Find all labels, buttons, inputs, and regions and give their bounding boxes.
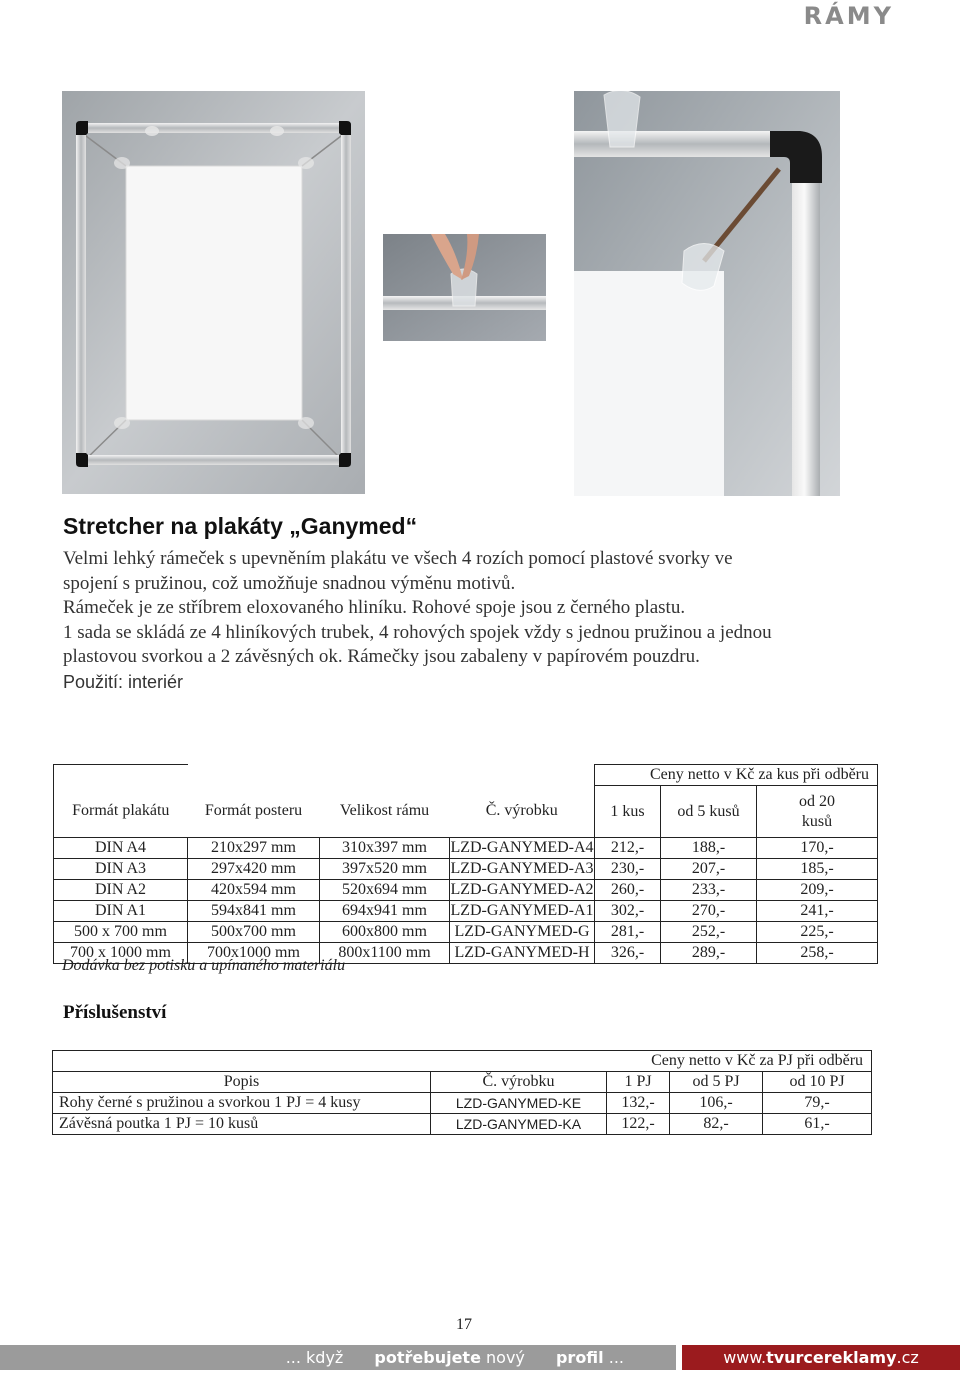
cell: DIN A4 — [54, 838, 188, 859]
cell: 241,- — [757, 901, 878, 922]
cell: 233,- — [661, 880, 757, 901]
cell: LZD-GANYMED-A1 — [450, 901, 595, 922]
cell: 500 x 700 mm — [54, 922, 188, 943]
cell: 209,- — [757, 880, 878, 901]
cell: 260,- — [595, 880, 661, 901]
section-title: RÁMY — [803, 2, 894, 30]
cell: 252,- — [661, 922, 757, 943]
slogan-part: potřebujete — [374, 1348, 481, 1367]
table-row — [54, 922, 878, 943]
cell: 700 x 1000 mm — [54, 943, 188, 964]
cell: LZD-GANYMED-A4 — [450, 838, 595, 859]
cell: LZD-GANYMED-A3 — [450, 859, 595, 880]
cell: 310x397 mm — [320, 838, 450, 859]
cell: 289,- — [661, 943, 757, 964]
product-description — [63, 547, 923, 694]
col-header: Formát plakátu — [54, 786, 188, 838]
page-number: 17 — [456, 1316, 472, 1333]
cell: 188,- — [661, 838, 757, 859]
price-group-header-row — [54, 765, 878, 786]
accessories-table — [52, 1050, 872, 1135]
cell: LZD-GANYMED-A2 — [450, 880, 595, 901]
col-header: 1 kus — [595, 786, 661, 838]
url-part: tvurcereklamy — [766, 1348, 897, 1367]
table-row — [53, 1114, 872, 1135]
product-title: Stretcher na plakáty „Ganymed“ — [63, 513, 418, 539]
cell: 281,- — [595, 922, 661, 943]
cell: LZD-GANYMED-G — [450, 922, 595, 943]
cell: 185,- — [757, 859, 878, 880]
col-header: Č. výrobku — [450, 786, 595, 838]
cell: 212,- — [595, 838, 661, 859]
cell: Rohy černé s pružinou a svorkou 1 PJ = 4 kusy — [53, 1093, 431, 1114]
cell: 79,- — [763, 1093, 872, 1114]
col-header: od 5 PJ — [670, 1072, 763, 1093]
cell: 170,- — [757, 838, 878, 859]
table-row — [54, 880, 878, 901]
cell: 230,- — [595, 859, 661, 880]
description-line: Velmi lehký rámeček s upevněním plakátu ve všech 4 rozích pomocí plastové svorky ve — [63, 548, 733, 569]
cell: 82,- — [670, 1114, 763, 1135]
delivery-note: Dodávka bez potisku a upínaného materiálu — [62, 957, 346, 974]
clip-photo-illustration — [383, 234, 546, 341]
col-header — [757, 786, 878, 838]
cell: 397x520 mm — [320, 859, 450, 880]
cell: 61,- — [763, 1114, 872, 1135]
cell: 594x841 mm — [188, 901, 320, 922]
slogan-part: nový — [480, 1348, 530, 1367]
corner-photo — [574, 91, 840, 496]
clip-photo — [383, 234, 546, 341]
col-header-line: kusů — [801, 812, 833, 830]
slogan-part: profil — [555, 1348, 604, 1367]
price-header-row — [54, 786, 878, 838]
cell: 700x1000 mm — [188, 943, 320, 964]
cell: 800x1100 mm — [320, 943, 450, 964]
cell: 210x297 mm — [188, 838, 320, 859]
cell: LZD-GANYMED-KE — [431, 1093, 607, 1114]
frame-photo-illustration — [62, 91, 365, 494]
url-part: www. — [723, 1348, 767, 1367]
usage-line: Použití: interiér — [63, 671, 184, 692]
description-line: 1 sada se skládá ze 4 hliníkových trubek, 4 rohových spojek vždy s jednou pružinou a jednou — [63, 621, 772, 643]
cell: 520x694 mm — [320, 880, 450, 901]
cell: 207,- — [661, 859, 757, 880]
col-header-line: od 20 — [799, 792, 835, 810]
col-header: Popis — [53, 1072, 431, 1093]
col-header: 1 PJ — [607, 1072, 670, 1093]
price-table — [53, 764, 878, 964]
cell: 132,- — [607, 1093, 670, 1114]
cell: 106,- — [670, 1093, 763, 1114]
cell: 694x941 mm — [320, 901, 450, 922]
cell: 420x594 mm — [188, 880, 320, 901]
slogan-part: ... když — [285, 1348, 349, 1367]
col-header: od 10 PJ — [763, 1072, 872, 1093]
accessories-title: Příslušenství — [63, 1002, 167, 1023]
col-header: Č. výrobku — [431, 1072, 607, 1093]
col-header: od 5 kusů — [661, 786, 757, 838]
cell: Závěsná poutka 1 PJ = 10 kusů — [53, 1114, 431, 1135]
cell: 258,- — [757, 943, 878, 964]
col-header: Formát posteru — [204, 802, 303, 820]
description-line: plastovou svorkou a 2 závěsných ok. Rámečky jsou zabaleny v papírovém pouzdru. — [63, 646, 700, 667]
cell: DIN A2 — [54, 880, 188, 901]
description-line: spojení s pružinou, což umožňuje snadnou výměnu motivů. — [63, 572, 516, 594]
col-header: Velikost rámu — [339, 802, 430, 820]
table-row — [53, 1093, 872, 1114]
footer-website-link[interactable] — [682, 1345, 960, 1370]
cell: LZD-GANYMED-H — [450, 943, 595, 964]
acc-group-header-row — [53, 1051, 872, 1072]
cell: 122,- — [607, 1114, 670, 1135]
cell: 302,- — [595, 901, 661, 922]
url-part: .cz — [896, 1348, 919, 1367]
cell: 225,- — [757, 922, 878, 943]
frame-photo — [62, 91, 365, 494]
cell: 326,- — [595, 943, 661, 964]
corner-photo-illustration — [574, 91, 840, 496]
cell: 297x420 mm — [188, 859, 320, 880]
acc-header-row — [53, 1072, 872, 1093]
cell: 500x700 mm — [188, 922, 320, 943]
cell: DIN A3 — [54, 859, 188, 880]
slogan-part: ... — [603, 1348, 624, 1367]
table-row — [54, 838, 878, 859]
cell: LZD-GANYMED-KA — [431, 1114, 607, 1135]
cell: 270,- — [661, 901, 757, 922]
price-group-header: Ceny netto v Kč za kus při odběru — [595, 765, 878, 786]
table-row — [54, 901, 878, 922]
acc-group-header: Ceny netto v Kč za PJ při odběru — [431, 1051, 872, 1072]
cell: DIN A1 — [54, 901, 188, 922]
description-line: Rámeček je ze stříbrem eloxovaného hliníku. Rohové spoje jsou z černého plastu. — [63, 597, 686, 618]
cell: 600x800 mm — [320, 922, 450, 943]
table-row — [54, 859, 878, 880]
footer-slogan — [0, 1345, 676, 1370]
